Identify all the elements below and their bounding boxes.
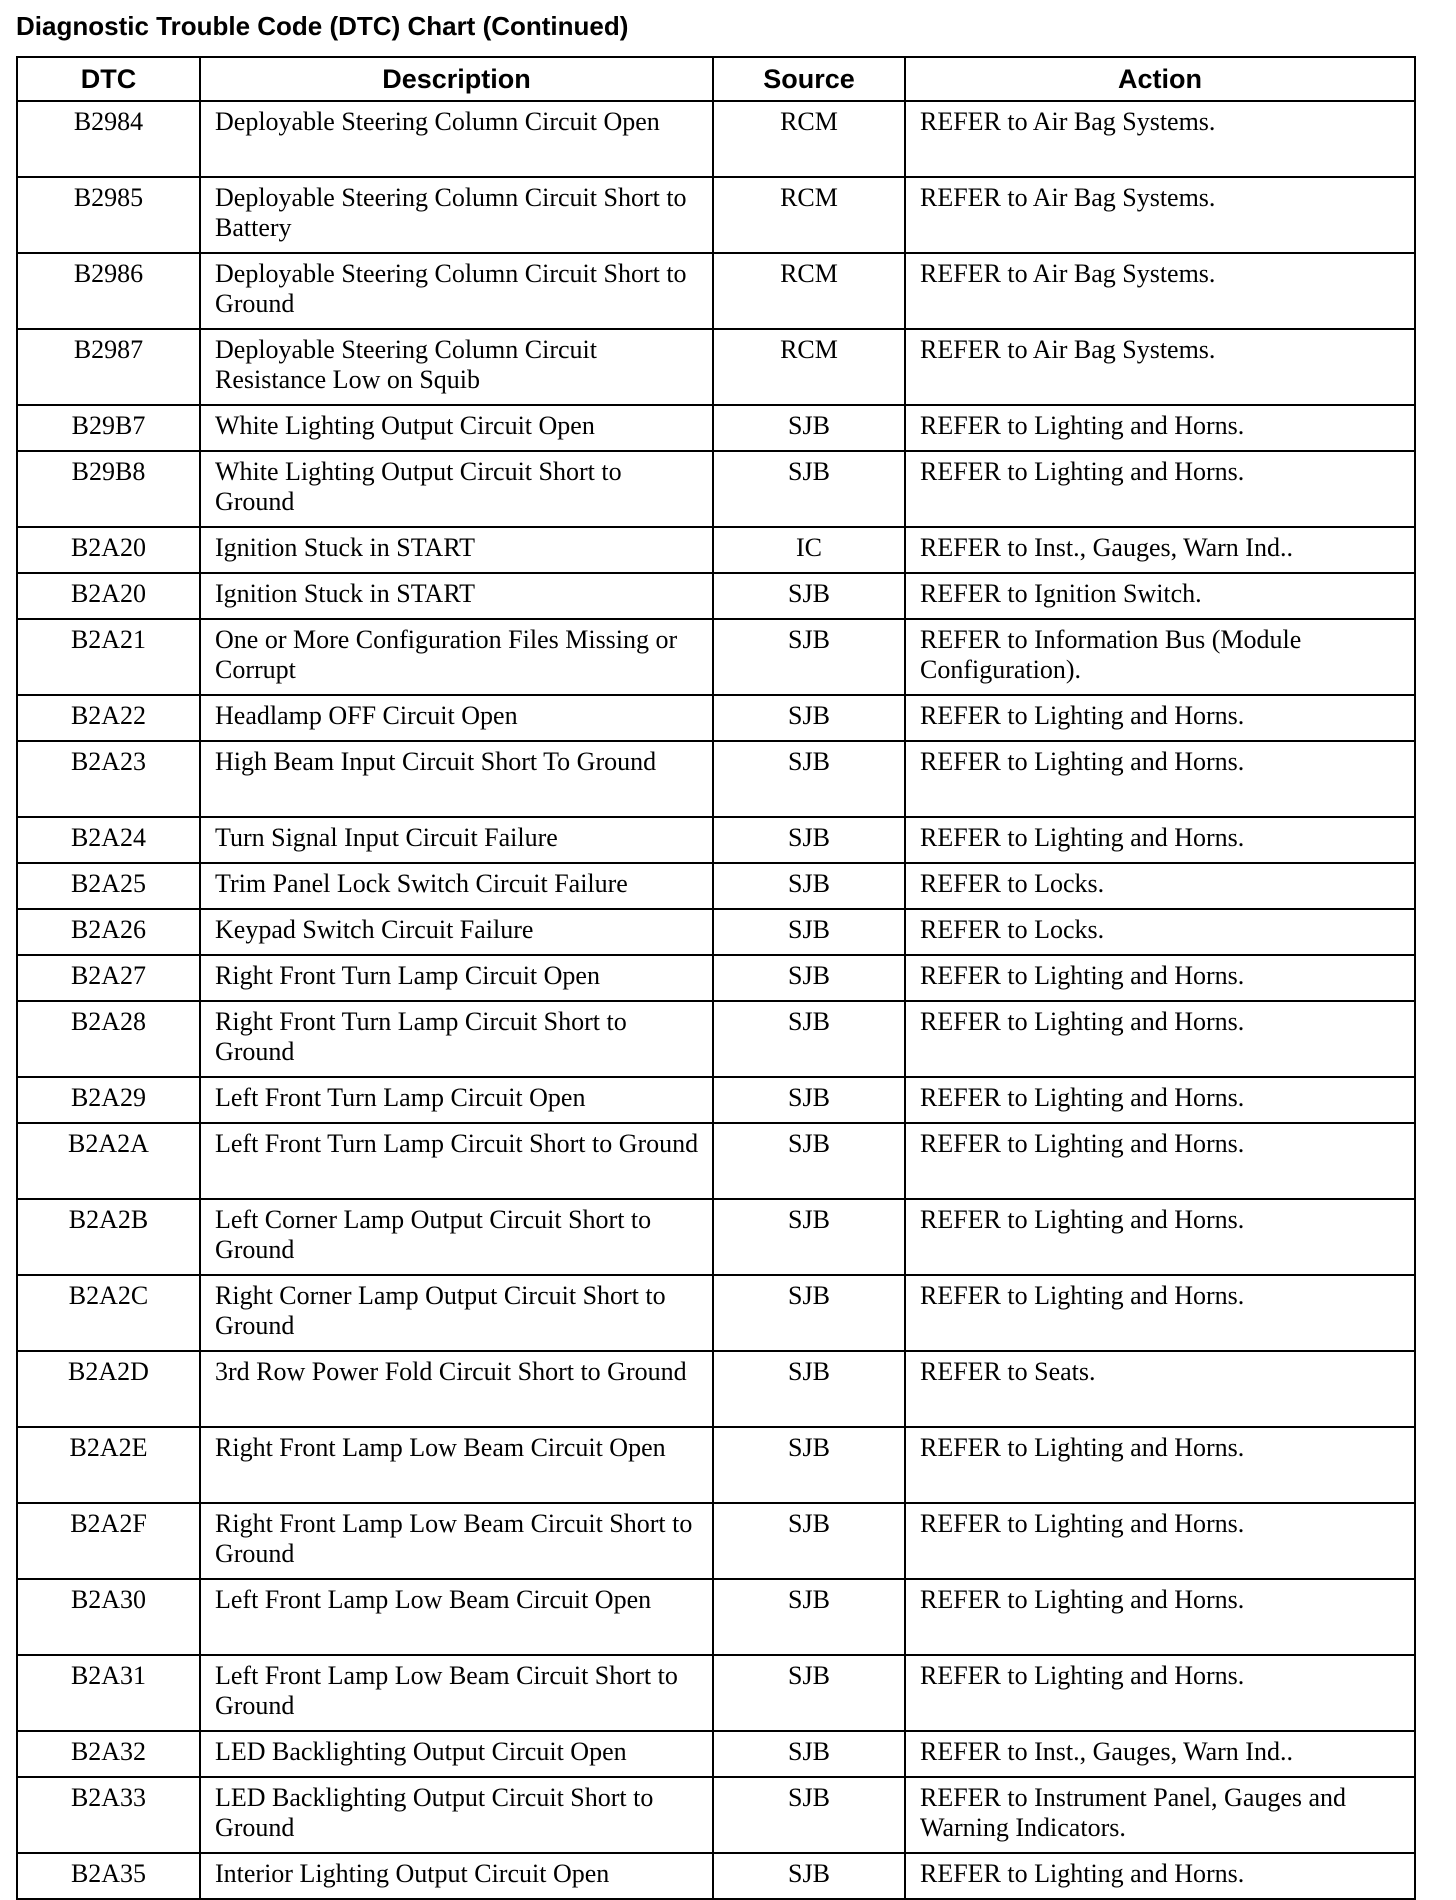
dtc-action: REFER to Lighting and Horns. bbox=[905, 695, 1415, 741]
dtc-description: Right Front Lamp Low Beam Circuit Open bbox=[200, 1427, 713, 1503]
dtc-action: REFER to Lighting and Horns. bbox=[905, 1275, 1415, 1351]
dtc-code: B2A35 bbox=[17, 1853, 200, 1899]
table-row bbox=[17, 1199, 1415, 1275]
table-row bbox=[17, 405, 1415, 451]
dtc-action: REFER to Ignition Switch. bbox=[905, 573, 1415, 619]
dtc-code: B2A2F bbox=[17, 1503, 200, 1579]
dtc-action: REFER to Inst., Gauges, Warn Ind.. bbox=[905, 527, 1415, 573]
table-row bbox=[17, 451, 1415, 527]
table-row bbox=[17, 177, 1415, 253]
dtc-description: Deployable Steering Column Circuit Open bbox=[200, 101, 713, 177]
dtc-code: B2A20 bbox=[17, 573, 200, 619]
dtc-action: REFER to Air Bag Systems. bbox=[905, 101, 1415, 177]
dtc-code: B2A24 bbox=[17, 817, 200, 863]
table-row bbox=[17, 253, 1415, 329]
dtc-action: REFER to Lighting and Horns. bbox=[905, 1503, 1415, 1579]
dtc-action: REFER to Locks. bbox=[905, 863, 1415, 909]
dtc-action: REFER to Lighting and Horns. bbox=[905, 1123, 1415, 1199]
dtc-action: REFER to Lighting and Horns. bbox=[905, 1655, 1415, 1731]
dtc-source: SJB bbox=[713, 863, 905, 909]
dtc-code: B2A2C bbox=[17, 1275, 200, 1351]
column-header-description: Description bbox=[200, 57, 713, 101]
table-row bbox=[17, 1275, 1415, 1351]
dtc-code: B2A30 bbox=[17, 1579, 200, 1655]
dtc-action: REFER to Lighting and Horns. bbox=[905, 1853, 1415, 1899]
dtc-description: Turn Signal Input Circuit Failure bbox=[200, 817, 713, 863]
dtc-description: Left Corner Lamp Output Circuit Short to Ground bbox=[200, 1199, 713, 1275]
dtc-code: B2A2B bbox=[17, 1199, 200, 1275]
table-row bbox=[17, 1777, 1415, 1853]
dtc-action: REFER to Information Bus (Module Configuration). bbox=[905, 619, 1415, 695]
dtc-source: SJB bbox=[713, 1777, 905, 1853]
table-row bbox=[17, 527, 1415, 573]
dtc-code: B2A20 bbox=[17, 527, 200, 573]
dtc-description: Headlamp OFF Circuit Open bbox=[200, 695, 713, 741]
dtc-action: REFER to Lighting and Horns. bbox=[905, 741, 1415, 817]
dtc-description: Right Front Turn Lamp Circuit Open bbox=[200, 955, 713, 1001]
dtc-source: SJB bbox=[713, 955, 905, 1001]
dtc-description: Keypad Switch Circuit Failure bbox=[200, 909, 713, 955]
table-header-row bbox=[17, 57, 1415, 101]
dtc-action: REFER to Seats. bbox=[905, 1351, 1415, 1427]
dtc-source: SJB bbox=[713, 695, 905, 741]
dtc-code: B29B8 bbox=[17, 451, 200, 527]
dtc-action: REFER to Air Bag Systems. bbox=[905, 177, 1415, 253]
table-row bbox=[17, 573, 1415, 619]
table-row bbox=[17, 695, 1415, 741]
dtc-action: REFER to Inst., Gauges, Warn Ind.. bbox=[905, 1731, 1415, 1777]
dtc-source: SJB bbox=[713, 1351, 905, 1427]
dtc-source: SJB bbox=[713, 817, 905, 863]
dtc-action: REFER to Air Bag Systems. bbox=[905, 253, 1415, 329]
dtc-code: B29B7 bbox=[17, 405, 200, 451]
dtc-action: REFER to Lighting and Horns. bbox=[905, 1579, 1415, 1655]
table-row bbox=[17, 1731, 1415, 1777]
dtc-description: Right Front Turn Lamp Circuit Short to Ground bbox=[200, 1001, 713, 1077]
dtc-source: SJB bbox=[713, 1731, 905, 1777]
table-row bbox=[17, 817, 1415, 863]
dtc-code: B2A29 bbox=[17, 1077, 200, 1123]
dtc-source: SJB bbox=[713, 1275, 905, 1351]
dtc-action: REFER to Lighting and Horns. bbox=[905, 405, 1415, 451]
dtc-source: SJB bbox=[713, 573, 905, 619]
dtc-description: Right Corner Lamp Output Circuit Short to Ground bbox=[200, 1275, 713, 1351]
dtc-source: SJB bbox=[713, 1077, 905, 1123]
table-row bbox=[17, 1503, 1415, 1579]
dtc-description: Left Front Turn Lamp Circuit Short to Ground bbox=[200, 1123, 713, 1199]
dtc-description: One or More Configuration Files Missing or Corrupt bbox=[200, 619, 713, 695]
dtc-code: B2A2E bbox=[17, 1427, 200, 1503]
dtc-action: REFER to Lighting and Horns. bbox=[905, 1001, 1415, 1077]
dtc-code: B2A28 bbox=[17, 1001, 200, 1077]
dtc-description: White Lighting Output Circuit Open bbox=[200, 405, 713, 451]
table-row bbox=[17, 1853, 1415, 1899]
dtc-action: REFER to Lighting and Horns. bbox=[905, 955, 1415, 1001]
dtc-source: SJB bbox=[713, 1123, 905, 1199]
dtc-source: SJB bbox=[713, 1427, 905, 1503]
dtc-description: Left Front Turn Lamp Circuit Open bbox=[200, 1077, 713, 1123]
dtc-code: B2986 bbox=[17, 253, 200, 329]
dtc-source: RCM bbox=[713, 177, 905, 253]
dtc-code: B2A23 bbox=[17, 741, 200, 817]
table-row bbox=[17, 1579, 1415, 1655]
table-row bbox=[17, 1351, 1415, 1427]
dtc-source: SJB bbox=[713, 1199, 905, 1275]
dtc-source: SJB bbox=[713, 741, 905, 817]
dtc-source: SJB bbox=[713, 405, 905, 451]
dtc-source: RCM bbox=[713, 253, 905, 329]
page-title: Diagnostic Trouble Code (DTC) Chart (Continued) bbox=[16, 11, 629, 41]
dtc-code: B2A2D bbox=[17, 1351, 200, 1427]
table-row bbox=[17, 1123, 1415, 1199]
dtc-code: B2987 bbox=[17, 329, 200, 405]
table-row bbox=[17, 741, 1415, 817]
dtc-source: RCM bbox=[713, 329, 905, 405]
table-row bbox=[17, 329, 1415, 405]
dtc-code: B2A26 bbox=[17, 909, 200, 955]
table-row bbox=[17, 101, 1415, 177]
dtc-code: B2A25 bbox=[17, 863, 200, 909]
dtc-action: REFER to Lighting and Horns. bbox=[905, 1199, 1415, 1275]
table-row bbox=[17, 1001, 1415, 1077]
dtc-description: 3rd Row Power Fold Circuit Short to Ground bbox=[200, 1351, 713, 1427]
dtc-source: SJB bbox=[713, 1503, 905, 1579]
dtc-description: Right Front Lamp Low Beam Circuit Short to Ground bbox=[200, 1503, 713, 1579]
dtc-action: REFER to Lighting and Horns. bbox=[905, 451, 1415, 527]
dtc-table bbox=[16, 56, 1416, 1900]
dtc-description: Trim Panel Lock Switch Circuit Failure bbox=[200, 863, 713, 909]
table-row bbox=[17, 909, 1415, 955]
dtc-code: B2A27 bbox=[17, 955, 200, 1001]
dtc-source: RCM bbox=[713, 101, 905, 177]
dtc-action: REFER to Lighting and Horns. bbox=[905, 817, 1415, 863]
dtc-description: Ignition Stuck in START bbox=[200, 573, 713, 619]
dtc-action: REFER to Lighting and Horns. bbox=[905, 1427, 1415, 1503]
dtc-source: SJB bbox=[713, 909, 905, 955]
table-row bbox=[17, 1077, 1415, 1123]
dtc-source: SJB bbox=[713, 1579, 905, 1655]
dtc-description: High Beam Input Circuit Short To Ground bbox=[200, 741, 713, 817]
dtc-description: Interior Lighting Output Circuit Open bbox=[200, 1853, 713, 1899]
table-row bbox=[17, 619, 1415, 695]
dtc-description: Left Front Lamp Low Beam Circuit Short to Ground bbox=[200, 1655, 713, 1731]
table-row bbox=[17, 1427, 1415, 1503]
dtc-description: Deployable Steering Column Circuit Short to Battery bbox=[200, 177, 713, 253]
column-header-action: Action bbox=[905, 57, 1415, 101]
dtc-code: B2A2A bbox=[17, 1123, 200, 1199]
dtc-source: SJB bbox=[713, 451, 905, 527]
dtc-description: LED Backlighting Output Circuit Short to Ground bbox=[200, 1777, 713, 1853]
table-row bbox=[17, 955, 1415, 1001]
table-row bbox=[17, 863, 1415, 909]
dtc-code: B2A31 bbox=[17, 1655, 200, 1731]
dtc-source: SJB bbox=[713, 1655, 905, 1731]
table-row bbox=[17, 1655, 1415, 1731]
dtc-description: Ignition Stuck in START bbox=[200, 527, 713, 573]
dtc-source: SJB bbox=[713, 619, 905, 695]
dtc-description: LED Backlighting Output Circuit Open bbox=[200, 1731, 713, 1777]
dtc-code: B2A21 bbox=[17, 619, 200, 695]
dtc-description: White Lighting Output Circuit Short to Ground bbox=[200, 451, 713, 527]
dtc-code: B2A22 bbox=[17, 695, 200, 741]
dtc-code: B2A32 bbox=[17, 1731, 200, 1777]
dtc-action: REFER to Air Bag Systems. bbox=[905, 329, 1415, 405]
dtc-code: B2985 bbox=[17, 177, 200, 253]
dtc-source: SJB bbox=[713, 1001, 905, 1077]
dtc-source: IC bbox=[713, 527, 905, 573]
dtc-action: REFER to Locks. bbox=[905, 909, 1415, 955]
dtc-code: B2984 bbox=[17, 101, 200, 177]
dtc-code: B2A33 bbox=[17, 1777, 200, 1853]
column-header-dtc: DTC bbox=[17, 57, 200, 101]
dtc-action: REFER to Lighting and Horns. bbox=[905, 1077, 1415, 1123]
dtc-action: REFER to Instrument Panel, Gauges and Warning Indicators. bbox=[905, 1777, 1415, 1853]
dtc-description: Deployable Steering Column Circuit Resistance Low on Squib bbox=[200, 329, 713, 405]
dtc-description: Left Front Lamp Low Beam Circuit Open bbox=[200, 1579, 713, 1655]
column-header-source: Source bbox=[713, 57, 905, 101]
dtc-description: Deployable Steering Column Circuit Short to Ground bbox=[200, 253, 713, 329]
dtc-source: SJB bbox=[713, 1853, 905, 1899]
